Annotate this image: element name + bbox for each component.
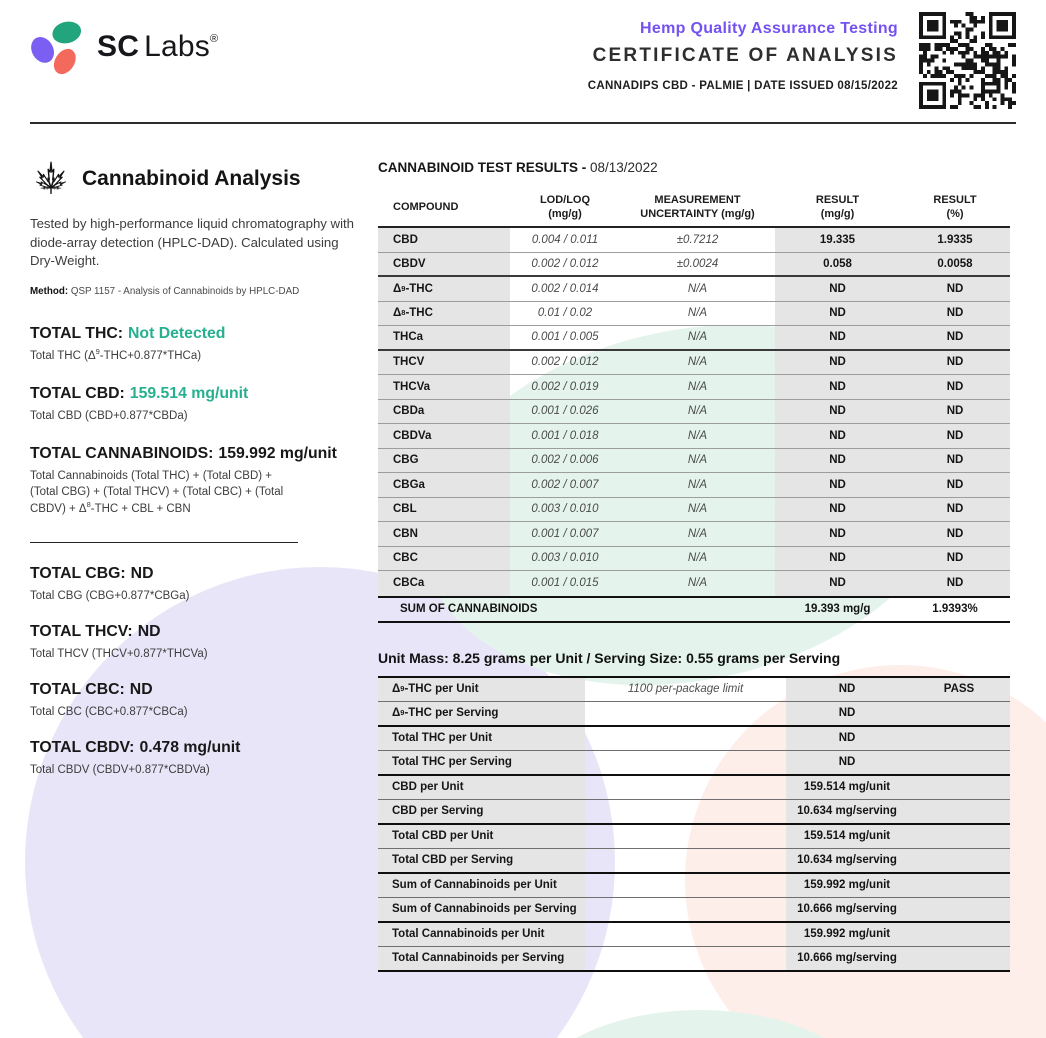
uncertainty-cell: N/A bbox=[687, 503, 708, 516]
result-pct-cell: ND bbox=[900, 498, 1010, 522]
table-row bbox=[378, 375, 1010, 400]
unit-mass-note-cell bbox=[585, 702, 786, 725]
uncertainty-cell: N/A bbox=[687, 454, 708, 467]
result-pct-cell: ND bbox=[900, 375, 1010, 399]
total-formula: Total CBG (CBG+0.877*CBGa) bbox=[30, 589, 190, 602]
unit-mass-value-cell: ND bbox=[786, 751, 908, 774]
uncertainty-cell: N/A bbox=[687, 527, 708, 540]
lod-loq-cell: 0.003 / 0.010 bbox=[531, 503, 599, 516]
result-pct-cell: ND bbox=[900, 449, 1010, 473]
unit-mass-label-cell: Total THC per Serving bbox=[378, 751, 585, 774]
total-value: 159.514 mg/unit bbox=[129, 385, 249, 403]
unit-mass-value-cell: ND bbox=[786, 678, 908, 702]
result-mgg-cell: ND bbox=[775, 375, 900, 399]
unit-mass-value-cell: ND bbox=[786, 727, 908, 751]
total-block bbox=[30, 565, 364, 604]
unit-mass-value-cell: 159.992 mg/unit bbox=[786, 874, 908, 898]
totals-primary bbox=[30, 325, 364, 516]
total-block bbox=[30, 681, 364, 720]
total-value: 0.478 mg/unit bbox=[139, 738, 241, 756]
result-pct-cell: ND bbox=[900, 277, 1010, 301]
total-value: 159.992 mg/unit bbox=[218, 445, 337, 463]
uncertainty-cell: N/A bbox=[687, 429, 708, 442]
unit-mass-status-cell bbox=[908, 776, 1010, 800]
result-mgg-cell: 19.335 bbox=[775, 228, 900, 252]
result-pct-cell: ND bbox=[900, 326, 1010, 349]
compound-cell: CBCa bbox=[378, 571, 510, 596]
unit-mass-value-cell: 159.992 mg/unit bbox=[786, 923, 908, 947]
unit-mass-note-cell bbox=[585, 849, 786, 872]
compound-cell: CBDV bbox=[378, 253, 510, 276]
results-title-label: CANNABINOID TEST RESULTS - bbox=[378, 160, 587, 175]
total-block bbox=[30, 445, 364, 516]
table-row bbox=[378, 424, 1010, 449]
table-row bbox=[378, 571, 1010, 596]
unit-mass-status-cell bbox=[908, 898, 1010, 921]
result-mgg-cell: ND bbox=[775, 547, 900, 571]
total-formula: Total THCV (THCV+0.877*THCVa) bbox=[30, 647, 208, 660]
uncertainty-cell: N/A bbox=[687, 577, 708, 590]
column-header: RESULT (%) bbox=[933, 193, 977, 220]
unit-mass-row bbox=[378, 923, 1010, 948]
uncertainty-cell: N/A bbox=[687, 405, 708, 418]
total-label: TOTAL THCV: bbox=[30, 622, 133, 640]
total-formula: Total CBD (CBD+0.877*CBDa) bbox=[30, 410, 188, 423]
total-value: ND bbox=[137, 622, 161, 640]
total-label: TOTAL THC: bbox=[30, 325, 124, 343]
unit-mass-row bbox=[378, 800, 1010, 825]
unit-mass-status-cell bbox=[908, 751, 1010, 774]
header-titles bbox=[588, 20, 898, 92]
uncertainty-cell: ±0.7212 bbox=[676, 233, 719, 246]
total-label: TOTAL CBD: bbox=[30, 385, 125, 403]
lod-loq-cell: 0.01 / 0.02 bbox=[537, 307, 593, 320]
column-header: MEASUREMENT UNCERTAINTY (mg/g) bbox=[640, 193, 755, 220]
sc-labs-logo-icon bbox=[30, 18, 88, 76]
result-pct-cell: ND bbox=[900, 547, 1010, 571]
sample-and-date-line: CANNADIPS CBD - PALMIE | DATE ISSUED 08/15/2022 bbox=[587, 80, 898, 92]
unit-mass-row bbox=[378, 678, 1010, 703]
unit-mass-label-cell: Total Cannabinoids per Unit bbox=[378, 923, 585, 947]
table-row bbox=[378, 253, 1010, 278]
result-pct-cell: 1.9335 bbox=[900, 228, 1010, 252]
sc-labs-logo bbox=[30, 18, 218, 76]
unit-mass-row bbox=[378, 947, 1010, 972]
totals-secondary bbox=[30, 565, 364, 778]
result-pct-cell: ND bbox=[900, 351, 1010, 375]
unit-mass-note-cell bbox=[585, 751, 786, 774]
column-header: COMPOUND bbox=[393, 200, 459, 213]
total-label: TOTAL CANNABINOIDS: bbox=[30, 445, 214, 463]
table-row bbox=[378, 277, 1010, 302]
unit-mass-value-cell: 10.666 mg/serving bbox=[786, 898, 908, 921]
uncertainty-cell: N/A bbox=[687, 331, 708, 344]
unit-mass-label-cell: Sum of Cannabinoids per Unit bbox=[378, 874, 585, 898]
total-block bbox=[30, 385, 364, 424]
results-table-body bbox=[378, 228, 1010, 596]
compound-cell: THCV bbox=[378, 351, 510, 375]
compound-cell: CBG bbox=[378, 449, 510, 473]
unit-mass-label-cell: CBD per Unit bbox=[378, 776, 585, 800]
unit-mass-note-cell bbox=[585, 825, 786, 849]
uncertainty-cell: N/A bbox=[687, 552, 708, 565]
unit-mass-table bbox=[378, 676, 1010, 972]
results-title bbox=[378, 160, 1010, 175]
compound-cell: CBDVa bbox=[378, 424, 510, 448]
total-value: Not Detected bbox=[128, 325, 226, 343]
compound-cell: CBD bbox=[378, 228, 510, 252]
total-block bbox=[30, 623, 364, 662]
unit-mass-value-cell: 159.514 mg/unit bbox=[786, 825, 908, 849]
unit-mass-row bbox=[378, 727, 1010, 752]
total-block bbox=[30, 325, 364, 364]
unit-mass-status-cell bbox=[908, 947, 1010, 970]
lod-loq-cell: 0.002 / 0.007 bbox=[531, 478, 599, 491]
total-value: ND bbox=[129, 680, 153, 698]
sum-result-pct: 1.9393% bbox=[932, 603, 978, 615]
left-panel-divider bbox=[30, 542, 298, 543]
unit-mass-status-cell bbox=[908, 702, 1010, 725]
compound-cell: CBGa bbox=[378, 473, 510, 497]
cannabis-leaf-icon bbox=[30, 158, 72, 200]
total-formula: Total CBDV (CBDV+0.877*CBDVa) bbox=[30, 763, 210, 776]
total-formula: Total CBC (CBC+0.877*CBCa) bbox=[30, 705, 188, 718]
unit-mass-note-cell bbox=[585, 923, 786, 947]
unit-mass-note-cell bbox=[585, 947, 786, 970]
result-mgg-cell: ND bbox=[775, 424, 900, 448]
result-mgg-cell: ND bbox=[775, 473, 900, 497]
unit-mass-status-cell bbox=[908, 727, 1010, 751]
lod-loq-cell: 0.002 / 0.012 bbox=[531, 356, 599, 369]
uncertainty-cell: N/A bbox=[687, 380, 708, 393]
table-row bbox=[378, 302, 1010, 327]
unit-mass-status-cell bbox=[908, 874, 1010, 898]
header bbox=[30, 10, 1016, 118]
total-label: TOTAL CBDV: bbox=[30, 738, 135, 756]
section-head bbox=[30, 158, 364, 200]
table-row bbox=[378, 228, 1010, 253]
result-mgg-cell: ND bbox=[775, 400, 900, 424]
registered-mark: ® bbox=[209, 33, 219, 45]
unit-mass-label-cell: Total CBD per Serving bbox=[378, 849, 585, 872]
unit-mass-row bbox=[378, 751, 1010, 776]
unit-mass-status-cell: PASS bbox=[908, 678, 1010, 702]
unit-mass-row bbox=[378, 702, 1010, 727]
uncertainty-cell: N/A bbox=[687, 478, 708, 491]
compound-cell: THCVa bbox=[378, 375, 510, 399]
sum-of-cannabinoids-row bbox=[378, 596, 1010, 623]
method-label: Method: bbox=[30, 286, 69, 298]
unit-mass-value-cell: 159.514 mg/unit bbox=[786, 776, 908, 800]
method-description: Tested by high-performance liquid chromatography with diode-array detection (HPLC-DAD). Calculated using Dry-Weight. bbox=[30, 216, 354, 269]
program-title: Hemp Quality Assurance Testing bbox=[640, 20, 898, 37]
unit-mass-row bbox=[378, 874, 1010, 899]
compound-cell: CBN bbox=[378, 522, 510, 546]
result-mgg-cell: ND bbox=[775, 522, 900, 546]
compound-cell: CBL bbox=[378, 498, 510, 522]
result-pct-cell: 0.0058 bbox=[900, 253, 1010, 276]
unit-mass-label-cell: Sum of Cannabinoids per Serving bbox=[378, 898, 585, 921]
main-content bbox=[30, 124, 1016, 972]
cannabinoid-analysis-panel bbox=[30, 124, 364, 972]
uncertainty-cell: ±0.0024 bbox=[676, 257, 719, 270]
result-mgg-cell: ND bbox=[775, 571, 900, 596]
results-panel bbox=[378, 124, 1010, 972]
lod-loq-cell: 0.001 / 0.005 bbox=[531, 331, 599, 344]
method-reference bbox=[30, 286, 364, 297]
total-formula: Total Cannabinoids (Total THC) + (Total CBD) + (Total CBG) + (Total THCV) + (Total CBC) + (Total CBDV) + $\Delta^8$-THC + CBL + CBN bbox=[30, 470, 284, 515]
unit-mass-label-cell: Δ 9 -THC per Serving bbox=[378, 702, 585, 725]
compound-cell: CBDa bbox=[378, 400, 510, 424]
sum-label: SUM OF CANNABINOIDS bbox=[400, 603, 538, 615]
method-text: QSP 1157 - Analysis of Cannabinoids by HPLC-DAD bbox=[70, 286, 300, 298]
results-test-date: 08/13/2022 bbox=[590, 160, 658, 175]
lod-loq-cell: 0.001 / 0.018 bbox=[531, 429, 599, 442]
lod-loq-cell: 0.001 / 0.015 bbox=[531, 577, 599, 590]
table-row bbox=[378, 522, 1010, 547]
column-header: LOD/LOQ (mg/g) bbox=[539, 193, 591, 220]
unit-mass-label-cell: Total Cannabinoids per Serving bbox=[378, 947, 585, 970]
lod-loq-cell: 0.002 / 0.014 bbox=[531, 282, 599, 295]
compound-cell: THCa bbox=[378, 326, 510, 349]
total-label: TOTAL CBG: bbox=[30, 564, 126, 582]
result-mgg-cell: ND bbox=[775, 326, 900, 349]
brand-labs: Labs bbox=[144, 30, 210, 63]
unit-mass-label-cell: Total CBD per Unit bbox=[378, 825, 585, 849]
unit-mass-note-cell bbox=[585, 727, 786, 751]
brand-sc: SC bbox=[97, 30, 140, 63]
result-mgg-cell: ND bbox=[775, 449, 900, 473]
uncertainty-cell: N/A bbox=[687, 356, 708, 369]
unit-mass-note-cell bbox=[585, 800, 786, 823]
sum-result-mgg: 19.393 mg/g bbox=[804, 603, 871, 615]
cannabinoid-results-table bbox=[378, 188, 1010, 623]
compound-cell: Δ 9 -THC bbox=[378, 277, 510, 301]
unit-mass-row bbox=[378, 898, 1010, 923]
total-block bbox=[30, 739, 364, 778]
lod-loq-cell: 0.004 / 0.011 bbox=[531, 233, 599, 246]
table-row bbox=[378, 449, 1010, 474]
result-pct-cell: ND bbox=[900, 473, 1010, 497]
qr-code bbox=[919, 12, 1016, 109]
result-mgg-cell: ND bbox=[775, 277, 900, 301]
uncertainty-cell: N/A bbox=[687, 282, 708, 295]
lod-loq-cell: 0.003 / 0.010 bbox=[531, 552, 599, 565]
unit-mass-value-cell: 10.634 mg/serving bbox=[786, 800, 908, 823]
unit-mass-note-cell bbox=[585, 776, 786, 800]
unit-mass-value-cell: 10.634 mg/serving bbox=[786, 849, 908, 872]
result-pct-cell: ND bbox=[900, 424, 1010, 448]
result-mgg-cell: ND bbox=[775, 498, 900, 522]
result-pct-cell: ND bbox=[900, 302, 1010, 326]
result-pct-cell: ND bbox=[900, 400, 1010, 424]
lod-loq-cell: 0.002 / 0.019 bbox=[531, 380, 599, 393]
lod-loq-cell: 0.002 / 0.012 bbox=[531, 257, 599, 270]
table-row bbox=[378, 326, 1010, 351]
unit-mass-value-cell: 10.666 mg/serving bbox=[786, 947, 908, 970]
unit-mass-label-cell: CBD per Serving bbox=[378, 800, 585, 823]
unit-mass-row bbox=[378, 825, 1010, 850]
result-pct-cell: ND bbox=[900, 571, 1010, 596]
unit-mass-value-cell: ND bbox=[786, 702, 908, 725]
results-table-header bbox=[378, 188, 1010, 228]
section-title: Cannabinoid Analysis bbox=[82, 167, 301, 190]
unit-mass-row bbox=[378, 849, 1010, 874]
uncertainty-cell: N/A bbox=[687, 307, 708, 320]
unit-mass-status-cell bbox=[908, 825, 1010, 849]
unit-mass-note-cell: 1100 per-package limit bbox=[627, 683, 744, 696]
lod-loq-cell: 0.002 / 0.006 bbox=[531, 454, 599, 467]
result-mgg-cell: ND bbox=[775, 302, 900, 326]
total-value: ND bbox=[130, 564, 154, 582]
lod-loq-cell: 0.001 / 0.026 bbox=[531, 405, 599, 418]
result-mgg-cell: ND bbox=[775, 351, 900, 375]
unit-mass-note-cell bbox=[585, 898, 786, 921]
unit-mass-heading: Unit Mass: 8.25 grams per Unit / Serving Size: 0.55 grams per Serving bbox=[378, 649, 841, 666]
compound-cell: CBC bbox=[378, 547, 510, 571]
unit-mass-status-cell bbox=[908, 800, 1010, 823]
table-row bbox=[378, 351, 1010, 376]
unit-mass-status-cell bbox=[908, 923, 1010, 947]
total-formula: Total THC $(\Delta^9-THC+0.877*THCa)$ bbox=[30, 347, 202, 363]
unit-mass-label-cell: Δ 9 -THC per Unit bbox=[378, 678, 585, 702]
table-row bbox=[378, 400, 1010, 425]
result-mgg-cell: 0.058 bbox=[775, 253, 900, 276]
unit-mass-label-cell: Total THC per Unit bbox=[378, 727, 585, 751]
column-header: RESULT (mg/g) bbox=[815, 193, 860, 220]
lod-loq-cell: 0.001 / 0.007 bbox=[531, 527, 599, 540]
unit-mass-note-cell bbox=[585, 874, 786, 898]
unit-mass-status-cell bbox=[908, 849, 1010, 872]
compound-cell: Δ 8 -THC bbox=[378, 302, 510, 326]
table-row bbox=[378, 473, 1010, 498]
total-label: TOTAL CBC: bbox=[30, 680, 125, 698]
result-pct-cell: ND bbox=[900, 522, 1010, 546]
table-row bbox=[378, 498, 1010, 523]
certificate-title: CERTIFICATE OF ANALYSIS bbox=[592, 45, 898, 66]
table-row bbox=[378, 547, 1010, 572]
brand-text bbox=[97, 30, 218, 64]
unit-mass-row bbox=[378, 776, 1010, 801]
